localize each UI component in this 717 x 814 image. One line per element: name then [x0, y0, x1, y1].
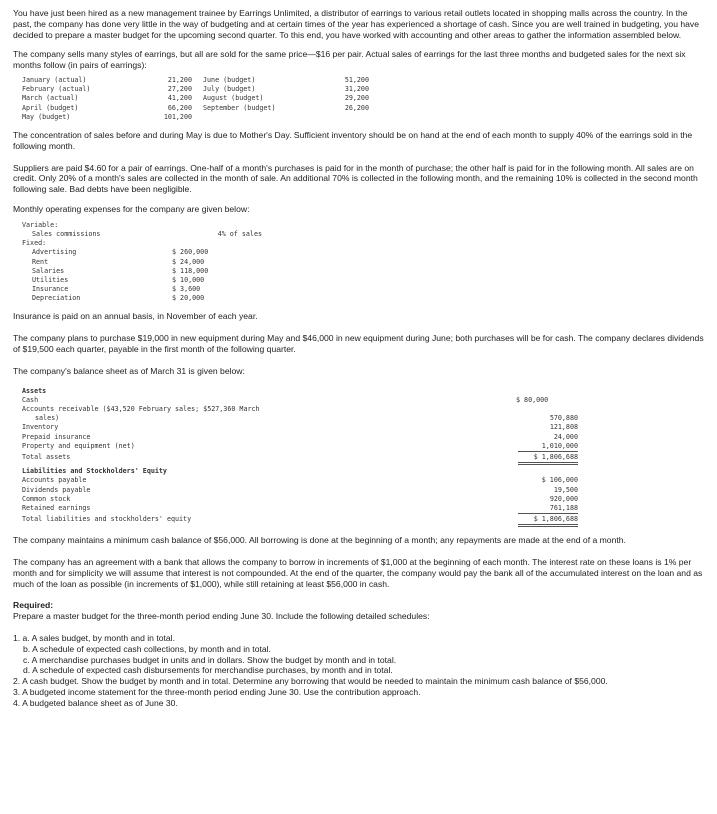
requirement-item: c. A merchandise purchases budget in units and in dollars. Show the budget by month and in total.: [23, 654, 397, 665]
sales-month: March (actual): [22, 94, 79, 103]
required-text: Prepare a master budget for the three-month period ending June 30. Include the following detailed schedules:: [13, 611, 430, 622]
bs-value: 920,000: [549, 494, 578, 503]
bs-label: Property and equipment (net): [22, 441, 135, 450]
expense-label: Salaries: [32, 266, 65, 275]
intro-paragraph: You have just been hired as a new management trainee by Earrings Unlimited, a distributor of earrings to various retail outlets located in shopping malls across the country. In the past, the company has done very little in the way of budgeting and at certain times of the year has experienced a shortage of cash. Since you are well trained in budgeting, you have decided to prepare a master budget for the upcoming second quarter. To this end, you have worked with accounting and other areas to gather the information assembled below.: [13, 8, 700, 40]
expense-value: $ 24,000: [172, 257, 205, 266]
requirement-item: b. A schedule of expected cash collections, by month and in total.: [23, 643, 271, 654]
requirements-list: [13, 633, 705, 709]
expense-value: $ 118,000: [172, 266, 209, 275]
sales-month: February (actual): [22, 85, 91, 94]
bs-label: Total liabilities and stockholders' equity: [22, 515, 192, 524]
sales-value: 41,200: [167, 94, 192, 103]
bs-value: $ 106,000: [541, 476, 578, 485]
sales-value: 31,200: [344, 85, 369, 94]
expense-label: Sales commissions: [32, 229, 101, 238]
assets-heading: Assets: [22, 386, 47, 395]
bs-label: Cash: [22, 395, 39, 404]
required-heading: Required:: [13, 600, 54, 611]
sales-value: 27,200: [167, 85, 192, 94]
expense-label: Insurance: [32, 285, 69, 294]
concentration-paragraph: The concentration of sales before and during May is due to Mother's Day. Sufficient inventory should be on hand at the end of each month to supply 40% of the earrings sold in the following month.: [13, 129, 693, 151]
sales-month: June (budget): [203, 75, 256, 84]
sales-month: September (budget): [203, 103, 276, 112]
insurance-note: Insurance is paid on an annual basis, in November of each year.: [13, 311, 258, 322]
sales-month: August (budget): [203, 94, 264, 103]
sales-value: 29,200: [344, 94, 369, 103]
requirement-item: 2. A cash budget. Show the budget by month and in total. Determine any borrowing that would be needed to maintain the minimum cash balance of $56,000.: [13, 676, 608, 687]
liabilities-heading: Liabilities and Stockholders' Equity: [22, 467, 167, 476]
bs-label: Total assets: [22, 452, 71, 461]
sales-value: 101,200: [163, 112, 192, 121]
bs-value: $ 80,000: [516, 395, 549, 404]
sales-table-left: [22, 76, 192, 122]
bs-value: $ 1,806,688: [533, 515, 578, 524]
variable-label: Variable:: [22, 220, 59, 229]
bs-value: 121,808: [549, 423, 578, 432]
bank-paragraph: The company has an agreement with a bank that allows the company to borrow in increments of $1,000 at the beginning of each month. The interest rate on these loans is 1% per month and for simplicity we will assume that interest is not compounded. At the end of the quarter, the company would pay the bank all of the accumulated interest on the loan and as much of the loan as possible (in increments of $1,000), while still retaining at least $56,000 in cash.: [13, 557, 703, 589]
expense-value: 4% of sales: [217, 229, 262, 238]
sales-value: 21,200: [167, 75, 192, 84]
equipment-paragraph: The company plans to purchase $19,000 in new equipment during May and $46,000 in new equipment during June; both purchases will be for cash. The company declares dividends of $19,500 each quarter, payable in the first month of the following quarter.: [13, 333, 704, 355]
bs-label: Inventory: [22, 423, 59, 432]
fixed-label: Fixed:: [22, 239, 47, 248]
bs-value: 1,010,000: [541, 441, 578, 450]
sales-value: 51,200: [344, 75, 369, 84]
requirement-item: 4. A budgeted balance sheet as of June 30.: [13, 697, 178, 708]
bs-value: 570,880: [549, 414, 578, 423]
expense-label: Advertising: [32, 248, 77, 257]
bs-value: 24,000: [553, 432, 578, 441]
expense-value: $ 260,000: [172, 248, 209, 257]
balance-intro-paragraph: The company's balance sheet as of March 31 is given below:: [13, 365, 245, 376]
requirement-item: 1. a. A sales budget, by month and in total.: [13, 633, 175, 644]
requirement-item: 3. A budgeted income statement for the three-month period ending June 30. Use the contribution approach.: [13, 687, 421, 698]
min-cash-paragraph: The company maintains a minimum cash balance of $56,000. All borrowing is done at the beginning of a month; any repayments are made at the end of a month.: [13, 535, 626, 546]
bs-label: Common stock: [22, 494, 71, 503]
bs-value: 761,188: [549, 503, 578, 512]
expense-label: Rent: [32, 257, 49, 266]
sales-month: April (budget): [22, 103, 79, 112]
expenses-table: [22, 221, 262, 304]
expense-value: $ 3,600: [172, 285, 201, 294]
bs-label: sales): [35, 414, 60, 423]
bs-label: Retained earnings: [22, 503, 91, 512]
problem-document: [13, 8, 705, 709]
sales-month: May (budget): [22, 112, 71, 121]
sales-intro-paragraph: The company sells many styles of earrings, but all are sold for the same price—$16 per pair. Actual sales of earrings for the last three months and budgeted sales for the next six months follow (in pairs of earrings):: [13, 49, 686, 71]
expense-value: $ 20,000: [172, 294, 205, 303]
sales-table: [22, 76, 705, 122]
requirement-item: d. A schedule of expected cash disbursements for merchandise purchases, by month and in total.: [23, 665, 393, 676]
sales-month: July (budget): [203, 85, 256, 94]
sales-value: 66,200: [167, 103, 192, 112]
suppliers-paragraph: Suppliers are paid $4.60 for a pair of earrings. One-half of a month's purchases is paid for in the month of purchase; the other half is paid for in the following month. All sales are on credit. Only 20% of a month's sales are collected in the month of sale. An additional 70% is collected in the following month, and the remaining 10% is collected in the second month following sale. Bad debts have been negligible.: [13, 162, 698, 195]
bs-label: Accounts receivable ($43,520 February sales; $527,360 March: [22, 405, 260, 414]
bs-value: $ 1,806,688: [533, 452, 578, 461]
expense-label: Depreciation: [32, 294, 81, 303]
bs-label: Accounts payable: [22, 476, 87, 485]
bs-label: Dividends payable: [22, 485, 91, 494]
sales-table-right: [203, 76, 369, 113]
bs-label: Prepaid insurance: [22, 432, 91, 441]
bs-value: 19,500: [553, 485, 578, 494]
balance-sheet: [22, 387, 578, 530]
sales-month: January (actual): [22, 75, 87, 84]
sales-value: 26,200: [344, 103, 369, 112]
expense-value: $ 10,000: [172, 275, 205, 284]
expenses-intro-paragraph: Monthly operating expenses for the company are given below:: [13, 203, 250, 214]
expense-label: Utilities: [32, 275, 69, 284]
